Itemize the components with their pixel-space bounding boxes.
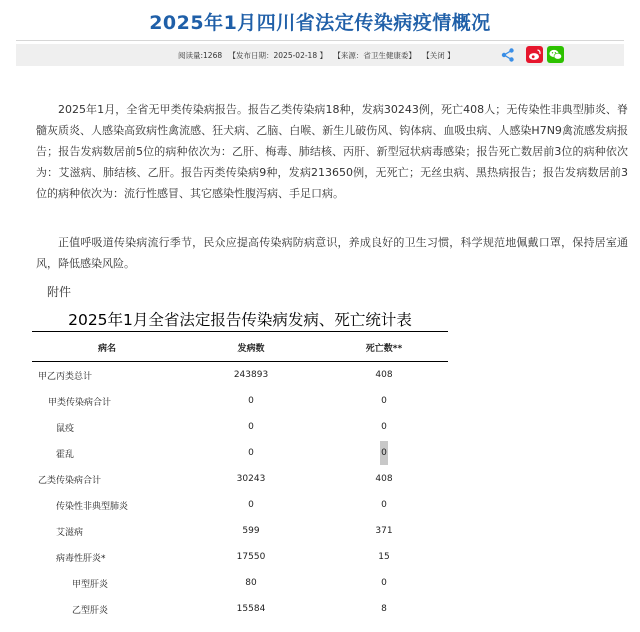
cell-cases: 0 (248, 396, 254, 406)
cell-cases: 30243 (236, 474, 266, 484)
cell-cases: 0 (248, 448, 254, 458)
title-divider (16, 40, 624, 41)
cell-disease-name: 甲类传染病合计 (48, 397, 112, 408)
cell-disease-name: 病毒性肝炎* (56, 553, 106, 564)
cell-disease-name: 甲乙丙类总计 (38, 371, 93, 382)
article-meta-text (178, 50, 459, 61)
share-icon[interactable] (500, 47, 516, 63)
cell-deaths (320, 544, 448, 570)
table-top-divider (32, 331, 448, 332)
header-disease-name: 病名 (32, 333, 182, 362)
cell-deaths-value: 15 (378, 552, 390, 562)
header-cases: 发病数 (182, 333, 320, 362)
cell-deaths-value: 408 (375, 370, 393, 380)
cell-disease-name: 传染性非典型肺炎 (56, 501, 129, 512)
cell-disease-name: 乙型肝炎 (72, 605, 109, 616)
cell-cases: 599 (242, 526, 260, 536)
cell-deaths-value: 0 (381, 422, 387, 432)
source: 【来源：省卫生健康委】 (333, 51, 416, 60)
article-meta-bar (16, 44, 624, 66)
cell-deaths (320, 466, 448, 492)
cell-deaths-value: 8 (381, 604, 387, 614)
cell-deaths (320, 414, 448, 440)
disease-stats-table (32, 333, 448, 622)
cell-cases: 80 (245, 578, 257, 588)
cell-deaths-value: 0 (381, 396, 387, 406)
cell-disease-name: 乙类传染病合计 (38, 475, 102, 486)
view-count: 阅读量:1268 (178, 51, 223, 60)
article-paragraph-summary: 2025年1月，全省无甲类传染病报告。报告乙类传染病18种，发病30243例，死亡408人；无传染性非典型肺炎、脊髓灰质炎、人感染高致病性禽流感、狂犬病、乙脑、白喉、新生儿破伤风、钩体病、血吸虫病、人感染H7N9禽流感发病报告；报告发病数居前5位的病种依次为：乙肝、梅毒、肺结核、丙肝、新型冠状病毒感染；报告死亡数居前3位的病种依次为：艾滋病、肺结核、乙肝。报告丙类传染病9种，发病213650例，无死亡；无丝虫病、黑热病报告；报告发病数居前3位的病种依次为：流行性感冒、其它感染性腹泻病、手足口病。 (36, 103, 628, 200)
cell-cases: 243893 (233, 370, 269, 380)
cell-deaths-value: 0 (380, 441, 388, 465)
wechat-icon[interactable] (547, 46, 564, 63)
table-row (32, 518, 448, 544)
table-row (32, 544, 448, 570)
page-title: 2025年1月四川省法定传染病疫情概况 (149, 12, 491, 34)
cell-disease-name: 鼠疫 (56, 423, 75, 434)
table-row (32, 596, 448, 622)
cell-deaths-value: 0 (381, 500, 387, 510)
cell-deaths (320, 492, 448, 518)
cell-cases: 17550 (236, 552, 266, 562)
table-header-row (32, 333, 448, 362)
close-link[interactable]: 【关闭 】 (422, 51, 455, 60)
cell-deaths (320, 440, 448, 466)
table-row (32, 466, 448, 492)
cell-deaths (320, 388, 448, 414)
cell-deaths-value: 371 (375, 526, 393, 536)
cell-cases: 0 (248, 422, 254, 432)
cell-deaths (320, 518, 448, 544)
table-title: 2025年1月全省法定报告传染病发病、死亡统计表 (68, 311, 412, 329)
table-row (32, 440, 448, 466)
weibo-icon[interactable] (526, 46, 543, 63)
table-body (32, 362, 448, 623)
header-deaths: 死亡数** (320, 333, 448, 362)
cell-cases: 0 (248, 500, 254, 510)
cell-deaths (320, 596, 448, 622)
table-row (32, 362, 448, 389)
attachment-label: 附件 (47, 285, 72, 299)
cell-deaths (320, 570, 448, 596)
cell-disease-name: 艾滋病 (56, 527, 84, 538)
cell-cases: 15584 (236, 604, 266, 614)
cell-deaths (320, 362, 448, 389)
article-paragraph-advice: 正值呼吸道传染病流行季节，民众应提高传染病防病意识，养成良好的卫生习惯，科学规范地佩戴口罩，保持居室通风，降低感染风险。 (36, 236, 628, 270)
cell-deaths-value: 0 (381, 578, 387, 588)
table-row (32, 414, 448, 440)
table-row (32, 570, 448, 596)
cell-deaths-value: 408 (375, 474, 393, 484)
table-row (32, 492, 448, 518)
cell-disease-name: 霍乱 (56, 449, 75, 460)
publish-date: 【发布日期：2025-02-18 】 (228, 51, 327, 60)
cell-disease-name: 甲型肝炎 (72, 579, 109, 590)
table-row (32, 388, 448, 414)
